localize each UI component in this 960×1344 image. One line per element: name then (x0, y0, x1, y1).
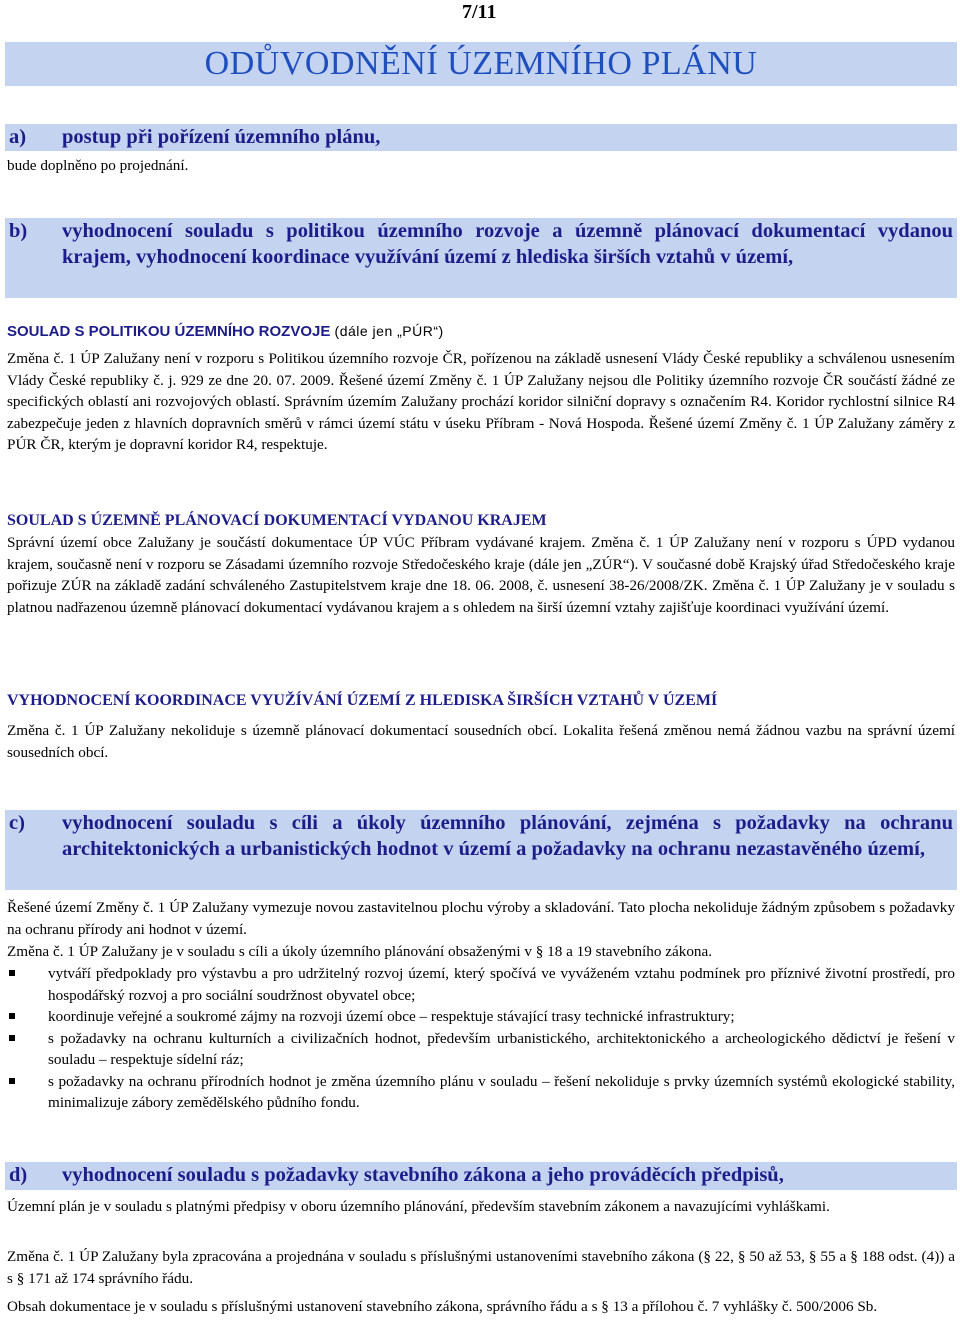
section-b-heading (5, 218, 957, 298)
section-d-text-2: Změna č. 1 ÚP Zalužany byla zpracována a projednána v souladu s příslušnými ustanoveními stavebního zákona (§ 22, § 50 až 53, § 55 a § 188 odst. (4)) a s § 171 až 174 správního řádu. (7, 1248, 955, 1287)
section-a-text: bude doplněno po projednání. (7, 157, 189, 174)
page-title: ODŮVODNĚNÍ ÚZEMNÍHO PLÁNU (5, 42, 957, 86)
list-item: s požadavky na ochranu přírodních hodnot je změna územního plánu v souladu – řešení nekoliduje s prvky územních systémů ekologické stability, minimalizuje zábory zemědělského půdního fondu. (7, 1071, 955, 1114)
section-a-label: a) (9, 126, 27, 148)
subsection-pur-text: Změna č. 1 ÚP Zalužany není v rozporu s Politikou územního rozvoje ČR, pořízenou na základě usnesení Vlády České republiky a schválenou usnesením Vlády České republiky č. j. 929 ze dne 20. 07. 2009. Řešené území Změny č. 1 ÚP Zalužany nejsou dle Politiky územního rozvoje ČR součástí žádné ze specifických oblastí ani rozvojových oblastí. Správním územím Zalužany prochází koridor silniční dopravy s označením R4. Koridor rychlostní silnice R4 zabezpečuje jeden z hlavních dopravních směrů v rámci území státu v úseku Příbram - Nová Hospoda. Řešené území Změny č. 1 ÚP Zalužany záměry z PÚR ČR, kterým je dopravní koridor R4, respektuje. (7, 350, 955, 453)
subsection-pur-suffix: (dále jen „PÚR“) (334, 323, 444, 339)
section-c-text-1: Řešené území Změny č. 1 ÚP Zalužany vymezuje novou zastavitelnou plochu výroby a skladování. Tato plocha nekoliduje žádným způsobem s požadavky na ochranu přírody ani hodnot v území. (7, 899, 955, 938)
section-d-title: vyhodnocení souladu s požadavky stavebního zákona a jeho prováděcích předpisů, (62, 1164, 784, 1186)
subsection-kraj-heading: SOULAD S ÚZEMNĚ PLÁNOVACÍ DOKUMENTACÍ VYDANOU KRAJEM (7, 512, 547, 529)
subsection-koordinace-text: Změna č. 1 ÚP Zalužany nekoliduje s územně plánovací dokumentací sousedních obcí. Lokalita řešená změnou nemá žádnou vazbu na správní území sousedních obcí. (7, 722, 955, 761)
list-item: koordinuje veřejné a soukromé zájmy na rozvoji území obce – respektuje stávající trasy technické infrastruktury; (7, 1006, 955, 1028)
section-c-title: vyhodnocení souladu s cíli a úkoly územního plánování, zejména s požadavky na ochranu architektonických a urbanistických hodnot v území a požadavky na ochranu nezastavěného území, (62, 812, 953, 860)
subsection-pur-heading (7, 320, 444, 343)
list-item: s požadavky na ochranu kulturních a civilizačních hodnot, především urbanistického, architektonického a archeologického dědictví je řešení v souladu – respektuje sídelní ráz; (7, 1028, 955, 1071)
subsection-pur-title: SOULAD S POLITIKOU ÚZEMNÍHO ROZVOJE (7, 323, 331, 340)
bullet-square-icon (9, 1013, 15, 1019)
section-b-title: vyhodnocení souladu s politikou územního rozvoje a územně plánovací dokumentací vydanou krajem, vyhodnocení koordinace využívání území z hlediska širších vztahů v území, (62, 220, 953, 268)
section-a-heading (5, 124, 957, 151)
page-number: 7/11 (462, 1, 497, 23)
section-c-label: c) (9, 812, 25, 834)
section-d-text-1: Územní plán je v souladu s platnými předpisy v oboru územního plánování, především stavebním zákonem a navazujícími vyhláškami. (7, 1198, 830, 1215)
subsection-koordinace-heading: VYHODNOCENÍ KOORDINACE VYUŽÍVÁNÍ ÚZEMÍ Z HLEDISKA ŠIRŠÍCH VZTAHŮ V ÚZEMÍ (7, 692, 718, 709)
section-a-title: postup při pořízení územního plánu, (62, 126, 381, 148)
section-c-heading (5, 810, 957, 890)
bullet-square-icon (9, 1078, 15, 1084)
section-d-label: d) (9, 1164, 28, 1186)
section-c-bullet-list (7, 963, 955, 1114)
section-b-label: b) (9, 220, 28, 242)
section-d-text-3: Obsah dokumentace je v souladu s příslušnými ustanovení stavebního zákona, správního řádu a s § 13 a přílohou č. 7 vyhlášky č. 500/2006 Sb. (7, 1298, 878, 1315)
section-d-heading (5, 1162, 957, 1190)
section-c-text-2: Změna č. 1 ÚP Zalužany je v souladu s cíli a úkoly územního plánování obsaženými v § 18 a 19 stavebního zákona. (7, 943, 713, 960)
bullet-square-icon (9, 970, 15, 976)
subsection-kraj-text: Správní území obce Zalužany je součástí dokumentace ÚP VÚC Příbram vydávané krajem. Změna č. 1 ÚP Zalužany není v rozporu s ÚPD vydanou krajem, současně není v rozporu se Zásadami územního rozvoje Středočeského kraje (dále jen „ZÚR“). V současné době Krajský úřad Středočeského kraje pořizuje ZÚR na základě zadání schváleného Zastupitelstvem kraje dne 18. 06. 2008, č. usnesení 38-26/2008/ZK. Změna č. 1 ÚP Zalužany je v souladu s platnou nadřazenou územně plánovací dokumentací vydávanou krajem a s ohledem na širší územní vztahy zajišťuje koordinaci využívání území. (7, 534, 955, 616)
bullet-square-icon (9, 1035, 15, 1041)
list-item: vytváří předpoklady pro výstavbu a pro udržitelný rozvoj území, který spočívá ve vyváženém vztahu podmínek pro příznivé životní prostředí, pro hospodářský rozvoj a pro sociální soudržnost obyvatel obce; (7, 963, 955, 1006)
